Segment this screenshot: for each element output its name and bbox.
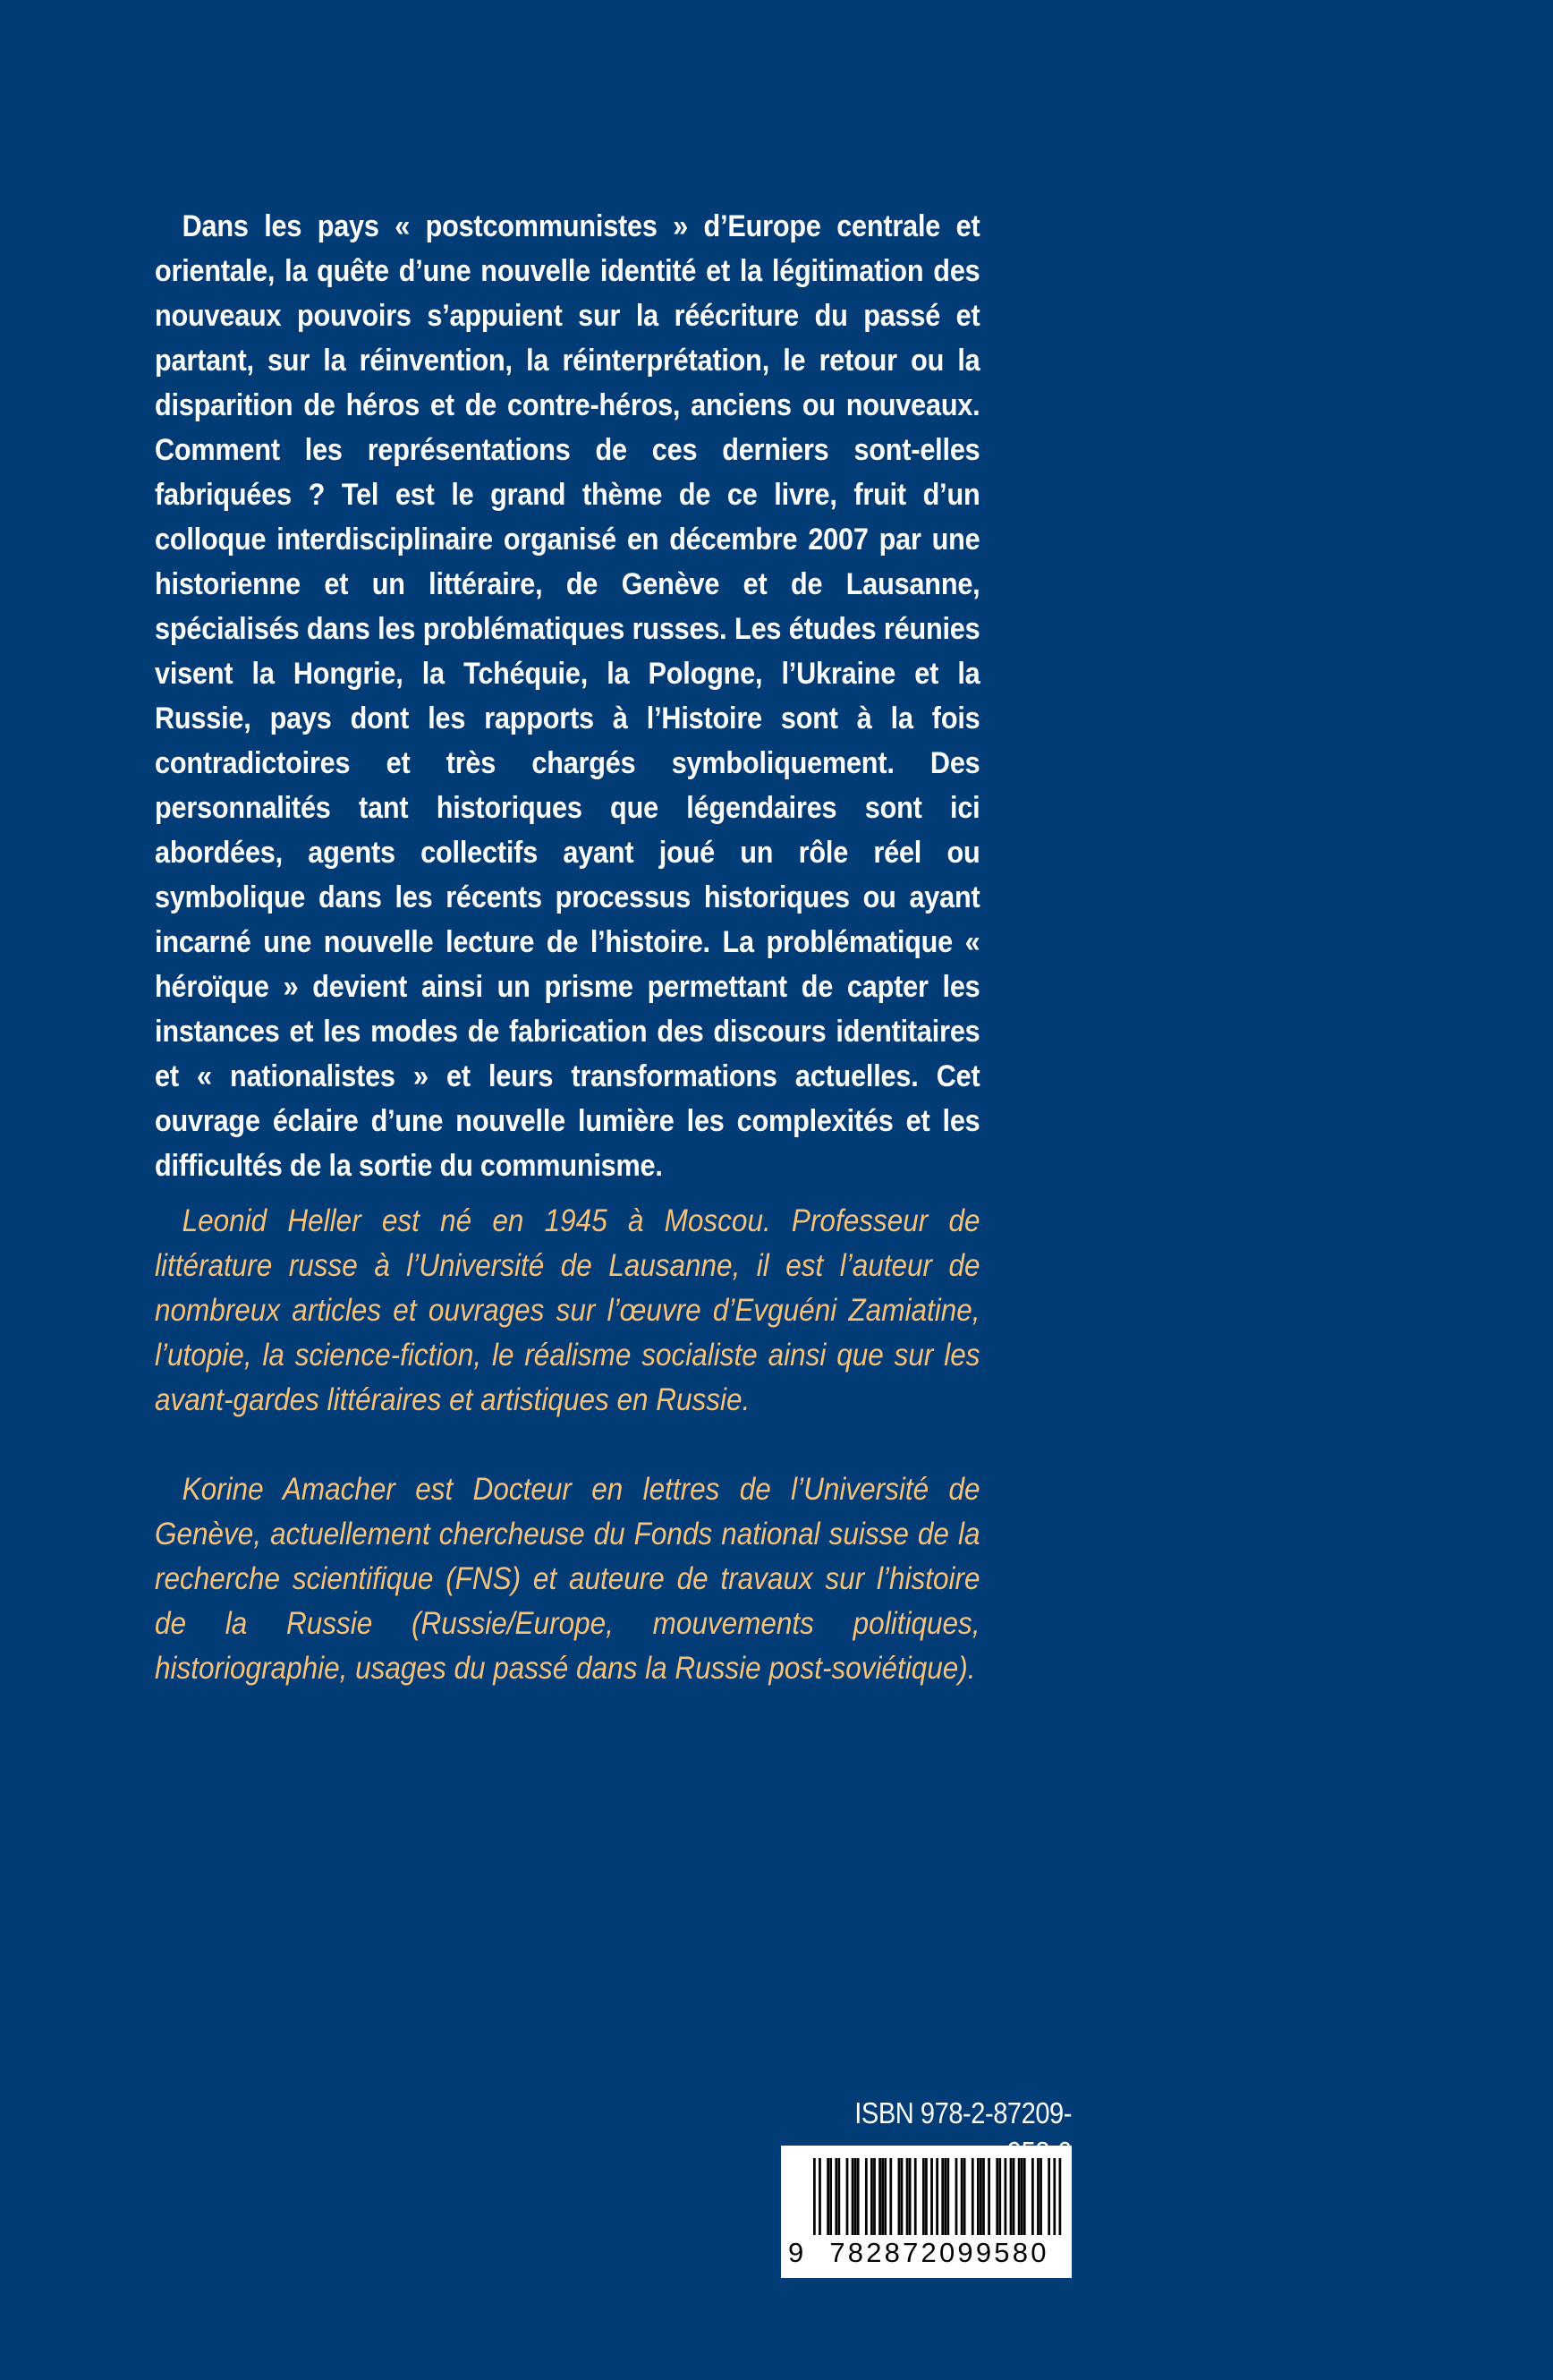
book-summary: Dans les pays « postcommunistes » d’Europe centrale et orientale, la quête d’une nouvelle identité et la légitimation des nouveaux pouvoirs s’appuient sur la réécriture du passé et partant, sur la réinvention, la réinterprétation, le retour ou la disparition de héros et de contre-héros, anciens ou nouveaux. Comment les représentations de ces derniers sont-elles fabriquées ? Tel est le grand thème de ce livre, fruit d’un colloque interdisciplinaire organisé en décembre 2007 par une historienne et un littéraire, de Genève et de Lausanne, spécialisés dans les problématiques russes. Les études réunies visent la Hongrie, la Tchéquie, la Pologne, l’Ukraine et la Russie, pays dont les rapports à l’Histoire sont à la fois contradictoires et très chargés symboliquement. Des personnalités tant historiques que légendaires sont ici abordées, agents collectifs ayant joué un rôle réel ou symbolique dans les récents processus historiques ou ayant incarné une nouvelle lecture de l’histoire. La problématique « héroïque » devient ainsi un prisme permettant de capter les instances et les modes de fabrication des discours identitaires et « nationalistes » et leurs transformations actuelles. Cet ouvrage éclaire d’une nouvelle lumière les complexités et les difficultés de la sortie du communisme. [155, 209, 980, 1183]
barcode-bar [996, 2158, 998, 2239]
barcode-digits [781, 2235, 1072, 2271]
barcode-bar [1031, 2158, 1034, 2239]
barcode-bar [955, 2158, 958, 2239]
barcode-bar [884, 2158, 887, 2239]
barcode-bar [963, 2158, 966, 2239]
barcode-bar [854, 2158, 857, 2239]
isbn-label: ISBN 978-2-87209- [854, 2096, 1072, 2129]
barcode-bar [829, 2158, 832, 2239]
barcode-bar [961, 2158, 963, 2239]
author-bio-leonid-heller: Leonid Heller est né en 1945 à Moscou. Professeur de littérature russe à l’Université de Lausanne, il est l’auteur de nombreux articles et ouvrages sur l’œuvre d’Evguéni Zamiatine, l’utopie, la science-fiction, le réalisme socialiste ainsi que sur les avant-gardes littéraires et artistiques en Russie. [155, 1203, 980, 1417]
barcode-bar [977, 2158, 980, 2239]
barcode-bar [835, 2158, 837, 2239]
barcode-bar [901, 2158, 904, 2239]
barcode-bar [1021, 2158, 1023, 2239]
isbn-barcode [781, 2146, 1072, 2278]
barcode-bar [846, 2158, 849, 2239]
barcode-bar [914, 2158, 917, 2239]
barcode-bar [827, 2158, 829, 2239]
barcode-bar [1010, 2158, 1013, 2239]
barcode-bar [972, 2158, 974, 2239]
barcode-bar [982, 2158, 985, 2239]
barcode-bar [998, 2158, 1001, 2239]
barcode-bar [857, 2158, 860, 2239]
barcode-bar [852, 2158, 854, 2239]
barcode-bar [980, 2158, 982, 2239]
barcode-bar [988, 2158, 990, 2239]
barcode-bar [922, 2158, 925, 2239]
barcode-bar [1037, 2158, 1040, 2239]
barcode-first-digit: 9 [788, 2237, 804, 2268]
barcode-bar [881, 2158, 884, 2239]
barcode-bar [925, 2158, 928, 2239]
barcode-bar [865, 2158, 868, 2239]
barcode-bar [909, 2158, 912, 2239]
barcode-bar [870, 2158, 873, 2239]
barcode-bar [1018, 2158, 1021, 2239]
barcode-bar [1023, 2158, 1026, 2239]
barcode-bar [873, 2158, 876, 2239]
barcode-bar [878, 2158, 881, 2239]
barcode-number: 782872099580 [813, 2235, 1065, 2271]
author-bio-korine-amacher: Korine Amacher est Docteur en lettres de l’Université de Genève, actuellement chercheuse du Fonds national suisse de la recherche scientifique (FNS) et auteure de travaux sur l’histoire de la Russie (Russie/Europe, mouvements politiques, historiographie, usages du passé dans la Russie post-soviétique). [155, 1472, 980, 1686]
barcode-bar [1048, 2158, 1050, 2239]
barcode-bar [898, 2158, 901, 2239]
barcode-bar [1040, 2158, 1042, 2239]
barcode-bar [1013, 2158, 1015, 2239]
barcode-bar [906, 2158, 909, 2239]
barcode-bar [1005, 2158, 1007, 2239]
barcode-bar [889, 2158, 892, 2239]
barcode-bar [930, 2158, 933, 2239]
barcode-bar [837, 2158, 840, 2239]
